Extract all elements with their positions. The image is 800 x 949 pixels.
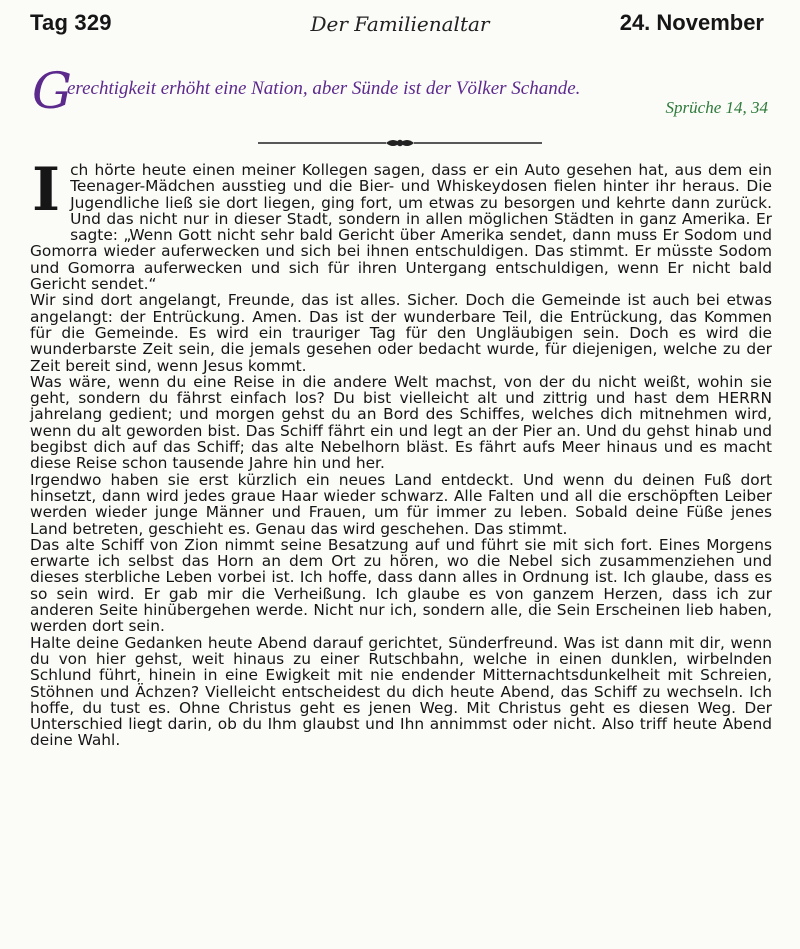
- verse-text: erechtigkeit erhöht eine Nation, aber Sünde ist der Völker Schande.: [67, 78, 581, 99]
- book-title: Der Familienaltar: [310, 12, 490, 36]
- date-label: 24. November: [619, 10, 764, 35]
- paragraph: Halte deine Gedanken heute Abend darauf gerichtet, Sünderfreund. Was ist dann mit dir, wenn du von hier gehst, weit hinaus zu einer Rutschbahn, welche in einen dunklen, wirbelnden Schlund führt, hinein in eine Ewigkeit mit nie endender Mitternachtsdunkelheit mit Schreien, Stöhnen und Ächzen? Vielleicht entscheidest du dich heute Abend, das Schiff zu wechseln. Ich hoffe, du tust es. Ohne Christus geht es jenen Weg. Mit Christus geht es diesen Weg. Der Unterschied liegt darin, ob du Ihm glaubst und Ihn annimmst oder nicht. Also triff heute Abend deine Wahl.: [30, 633, 772, 750]
- verse-reference: Sprüche 14, 34: [665, 98, 768, 117]
- day-number: Tag 329: [30, 10, 112, 35]
- paragraph: Das alte Schiff von Zion nimmt seine Besatzung auf und führt sie mit sich fort. Eines Morgens erwarte ich selbst das Horn an dem Ort zu hören, wo die Nebel sich zusammenziehen und dieses sterbliche Leben vorbei ist. Ich hoffe, dass dann alles in Ordnung ist. Ich glaube, dass es so sein wird. Er gab mir die Verheißung. Ich glaube es von ganzem Herzen, dass ich zur anderen Seite hinübergehen werde. Nicht nur ich, sondern alle, die Sein Erscheinen lieb haben, werden dort sein.: [30, 535, 772, 636]
- page-header: [0, 0, 800, 48]
- divider-ornament: [258, 136, 542, 150]
- paragraph-text: ch hörte heute einen meiner Kollegen sagen, dass er ein Auto gesehen hat, aus dem ein Teenager-Mädchen ausstieg und die Bier- und Whiskeydosen fielen hinter ihr heraus. Die Jugendliche ließ sie dort liegen, ging fort, um etwas zu besorgen und kehrte dann zurück. Und das nicht nur in dieser Stadt, sondern in allen möglichen Städten in ganz Amerika. Er sagte: „Wenn Gott nicht sehr bald Gericht über Amerika sendet, dann muss Er Sodom und Gomorra wieder auferwecken und sich bei ihnen entschuldigen. Das stimmt. Er müsste Sodom und Gomorra auferwecken und sich für ihren Untergang entschuldigen, wenn Er nicht bald Gericht sendet.“: [30, 161, 772, 294]
- bible-verse: [30, 62, 770, 128]
- verse-initial-letter: G: [32, 62, 72, 120]
- paragraph: Wir sind dort angelangt, Freunde, das ist alles. Sicher. Doch die Gemeinde ist auch bei etwas angelangt: der Entrückung. Amen. Das ist der wunderbare Teil, die Entrückung, das Kommen für die Gemeinde. Es wird ein trauriger Tag für den Ungläubigen sein. Doch es wird die wunderbarste Zeit sein, die jemals gesehen oder bedacht wurde, für diejenigen, welche zu der Zeit bereit sind, wenn Jesus kommt.: [30, 291, 772, 375]
- paragraph: Irgendwo haben sie erst kürzlich ein neues Land entdeckt. Und wenn du deinen Fuß dort hinsetzt, dann wird jedes graue Haar wieder schwarz. Alle Falten und all die erschöpften Leiber werden wieder junge Männer und Frauen, um für immer zu leben. Sobald deine Füße jenes Land betreten, geschieht es. Genau das wird geschehen. Das stimmt.: [30, 470, 772, 538]
- paragraph: [30, 155, 772, 294]
- devotional-body: [30, 155, 772, 750]
- drop-cap: I: [32, 155, 61, 225]
- paragraph: Was wäre, wenn du eine Reise in die andere Welt machst, von der du nicht weißt, wohin sie geht, sondern du fährst einfach los? Du bist vielleicht alt und zittrig und hast dem HERRN jahrelang gedient; und morgen gehst du an Bord des Schiffes, welches dich mitnehmen wird, wenn du alt geworden bist. Das Schiff fährt ein und legt an der Pier an. Und du gehst hinab und begibst dich auf das Schiff; das alte Nebelhorn bläst. Es fährt aufs Meer hinaus und es macht diese Reise schon tausende Jahre hin und her.: [30, 372, 772, 473]
